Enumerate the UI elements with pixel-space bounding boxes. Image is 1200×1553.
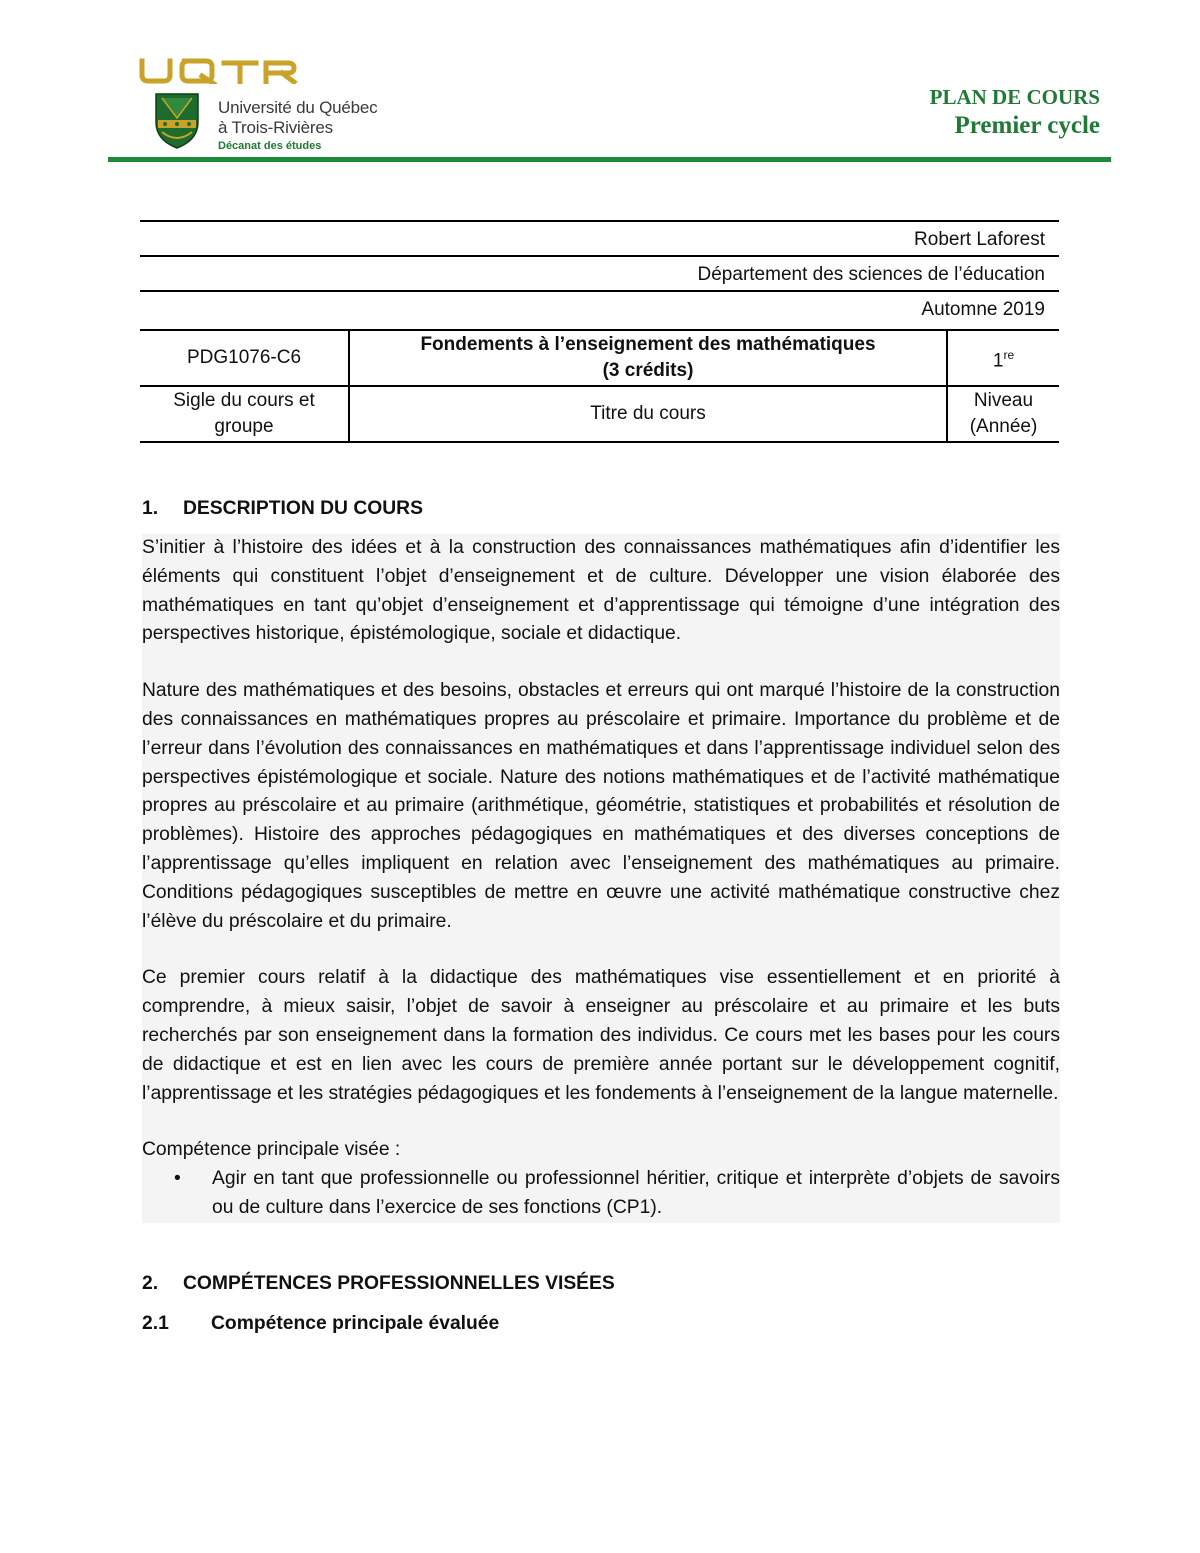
subsection-2-1-title: Compétence principale évaluée (211, 1312, 500, 1334)
course-title: Fondements à l’enseignement des mathématiques (420, 334, 876, 355)
description-paragraph-2: Nature des mathématiques et des besoins, obstacles et erreurs qui ont marqué l’histoire de la construction des connaissances en mathématiques propres au préscolaire et primaire. Importance du problème et de l’erreur dans l’évolution des connaissances en mathématiques et dans l’apprentissage individuel selon des perspectives épistémologique et sociale. Nature des notions mathématiques et de l’activité mathématique propres au préscolaire et au primaire (arithmétique, géométrie, statistiques et probabilités et résolution de problèmes). Histoire des approches pédagogiques en mathématiques et des diverses conceptions de l’apprentissage qu’elles impliquent en relation avec l’enseignement des mathématiques au primaire. Conditions pédagogiques susceptibles de mettre en œuvre une activité mathématique constructive chez l’élève du préscolaire et du primaire. (142, 680, 1060, 932)
competence-bullet-item (142, 1165, 1060, 1223)
competence-label: Compétence principale visée : (142, 1139, 401, 1161)
course-info-block (140, 220, 1059, 325)
session-name: Automne 2019 (140, 290, 1059, 325)
subsection-2-1-heading (142, 1309, 1060, 1339)
course-title-cell (349, 330, 947, 386)
bullet-icon: • (174, 1168, 181, 1190)
logo-university-line1: Université du Québec (218, 98, 378, 117)
section-1-title: DESCRIPTION DU COURS (183, 498, 423, 519)
header-divider (108, 157, 1111, 162)
subsection-2-1-number: 2.1 (142, 1312, 169, 1334)
course-values-row (140, 330, 1059, 386)
description-paragraph-3: Ce premier cours relatif à la didactique des mathématiques vise essentiellement et en priorité à comprendre, à mieux saisir, l’objet de savoir à enseigner au préscolaire et au primaire et les buts recherchés par son enseignement dans la formation des individus. Ce cours met les bases pour les cours de didactique et est en lien avec les cours de première année portant sur le développement cognitif, l’apprentissage et les stratégies pédagogiques et les fondements à l’enseignement de la langue maternelle. (142, 967, 1060, 1104)
course-identification-table (140, 329, 1059, 443)
section-2-title: COMPÉTENCES PROFESSIONNELLES VISÉES (183, 1272, 615, 1294)
course-labels-row (140, 386, 1059, 442)
course-level-cell (947, 330, 1059, 386)
section-2-number: 2. (142, 1272, 159, 1294)
label-title-cell: Titre du cours (349, 386, 947, 442)
course-description-block (142, 534, 1060, 1223)
logo-text-block (218, 98, 377, 154)
shield-crest-icon (154, 92, 200, 150)
uqtr-wordmark-icon (138, 58, 298, 84)
department-name: Département des sciences de l’éducation (140, 255, 1059, 290)
document-body (142, 494, 1060, 1339)
course-code-cell: PDG1076-C6 (140, 330, 349, 386)
professor-name: Robert Laforest (140, 220, 1059, 255)
section-1-heading (142, 494, 1060, 524)
plan-de-cours-title: PLAN DE COURS (929, 85, 1100, 109)
label-level-cell: Niveau (Année) (947, 386, 1059, 442)
competence-bullet-text: Agir en tant que professionnelle ou professionnel héritier, critique et interprète d’objets de savoirs ou de culture dans l’exercice de ses fonctions (CP1). (212, 1168, 1060, 1218)
description-paragraph-1: S’initier à l’histoire des idées et à la construction des connaissances mathématiques afin d’identifier les éléments qui constituent l’objet d’enseignement et de culture. Développer une vision élaborée des mathématiques en tant qu’objet d’enseignement et d’apprentissage qui témoigne d’une intégration des perspectives historique, épistémologique, sociale et didactique. (142, 537, 1060, 645)
course-credits: (3 crédits) (602, 360, 694, 381)
document-type-heading (930, 84, 1100, 142)
section-2-heading (142, 1269, 1060, 1299)
level-suffix: re (1003, 347, 1015, 362)
label-code-cell: Sigle du cours et groupe (140, 386, 349, 442)
uqtr-logo (138, 58, 428, 158)
level-number: 1 (992, 350, 1004, 372)
section-1-number: 1. (142, 498, 159, 519)
logo-office-name: Décanat des études (218, 140, 322, 152)
logo-university-line2: à Trois-Rivières (218, 118, 333, 137)
cycle-subtitle: Premier cycle (954, 112, 1100, 139)
